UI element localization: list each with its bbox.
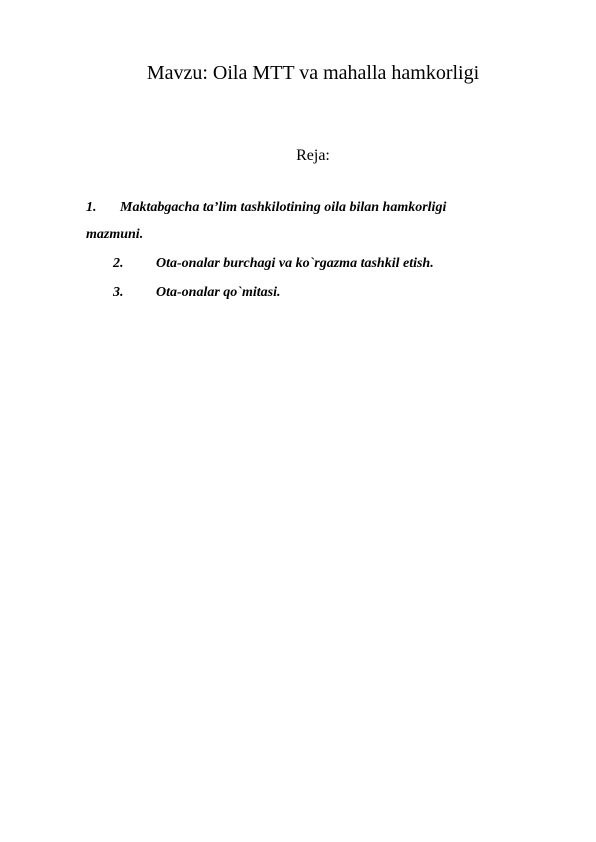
plan-item-1 xyxy=(86,199,526,245)
plan-item-3 xyxy=(113,284,533,302)
plan-item-text: Maktabgacha ta’lim tashkilotining oila bilan hamkorligi xyxy=(120,200,447,215)
plan-item-text-continuation: mazmuni. xyxy=(86,227,144,242)
document-title: Mavzu: Oila MTT va mahalla hamkorligi xyxy=(146,62,480,84)
plan-item-text: Ota-onalar burchagi va ko`rgazma tashkil etish. xyxy=(156,256,434,271)
plan-heading: Reja: xyxy=(296,147,330,164)
plan-item-number: 2. xyxy=(113,256,124,271)
plan-item-number: 3. xyxy=(113,285,124,300)
plan-item-2 xyxy=(113,255,533,273)
plan-item-text: Ota-onalar qo`mitasi. xyxy=(156,285,281,300)
plan-item-number: 1. xyxy=(86,200,97,215)
